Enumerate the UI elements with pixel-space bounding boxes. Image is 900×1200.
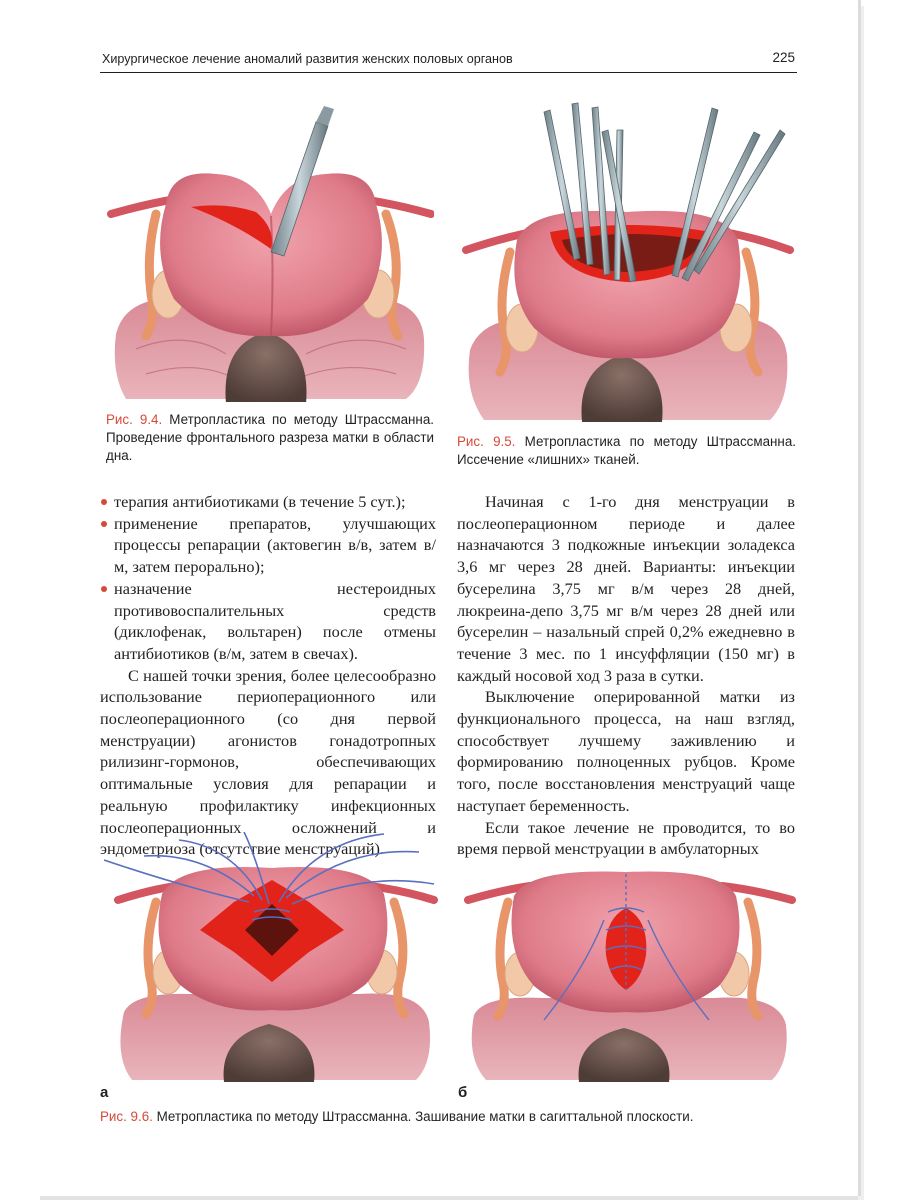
body-paragraph: С нашей точки зрения, более целесообразно использование периоперационного или послеоперационного (со дня первой менструации) агонистов гонадотропных рилизинг-гормонов, обеспечивающих оптимальные условия для репарации и реальную профилактику инфекционных послеоперационных осложнений и эндометриоза (отсутствие менструаций).	[100, 665, 436, 859]
body-paragraph: Выключение оперированной матки из функционального процесса, на наш взгляд, способствует лучшему заживлению и формированию полноценных рубцов. Кроме того, после восстановления менструаций чаще наступает беременность.	[457, 687, 795, 815]
page-number: 225	[772, 50, 795, 65]
panel-label-b: б	[458, 1084, 468, 1101]
list-item: применение препаратов, улучшающих процессы репарации (актовегин в/в, затем в/м, затем перорально);	[100, 513, 436, 578]
caption-text: Метропластика по методу Штрассманна. Зашивание матки в сагиттальной плоскости.	[152, 1109, 694, 1124]
figure-label: Рис. 9.4.	[106, 412, 163, 427]
running-title: Хирургическое лечение аномалий развития женских половых органов	[102, 52, 513, 66]
figure-9-6b-illustration	[464, 860, 796, 1082]
panel-label-a: а	[100, 1084, 109, 1101]
figure-9-5-illustration	[462, 100, 794, 422]
figure-9-4-caption	[106, 411, 434, 465]
right-text-column	[457, 491, 795, 860]
list-item: терапия антибиотиками (в течение 5 сут.);	[100, 491, 436, 513]
body-paragraph: Если такое лечение не проводится, то во время первой менструации в амбулаторных	[457, 817, 795, 859]
left-text-column	[100, 491, 436, 860]
figure-9-6a-illustration	[104, 832, 442, 1082]
figure-9-4-illustration	[106, 104, 434, 402]
figure-9-5-caption	[457, 433, 796, 469]
figure-9-6-caption	[100, 1108, 800, 1126]
caption-text: Метропластика по методу Штрассманна. Иссечение «лишних» тканей.	[457, 434, 796, 467]
running-header	[100, 50, 797, 73]
caption-text: Метропластика по методу Штрассманна. Проведение фронтального разреза матки в области дна.	[106, 412, 434, 463]
figure-label: Рис. 9.5.	[457, 434, 516, 449]
list-item: назначение нестероидных противовоспалительных средств (диклофенак, вольтарен) после отмены антибиотиков (в/м, затем в свечах).	[100, 578, 436, 665]
body-paragraph: Начиная с 1-го дня менструации в послеоперационном периоде и далее назначаются 3 подкожные инъекции золадекса 3,6 мг через 28 дней. Варианты: инъекции бусерелина 3,75 мг в/м через 28 дней, люкреина-депо 3,75 мг в/м через 28 дней или бусерелин – назальный спрей 0,2% ежедневно в течение 3 мес. по 1 инсуффляции (150 мг) в каждый носовой ход 3 раза в сутки.	[457, 492, 795, 685]
figure-label: Рис. 9.6.	[100, 1109, 153, 1124]
treatment-list	[100, 491, 436, 665]
